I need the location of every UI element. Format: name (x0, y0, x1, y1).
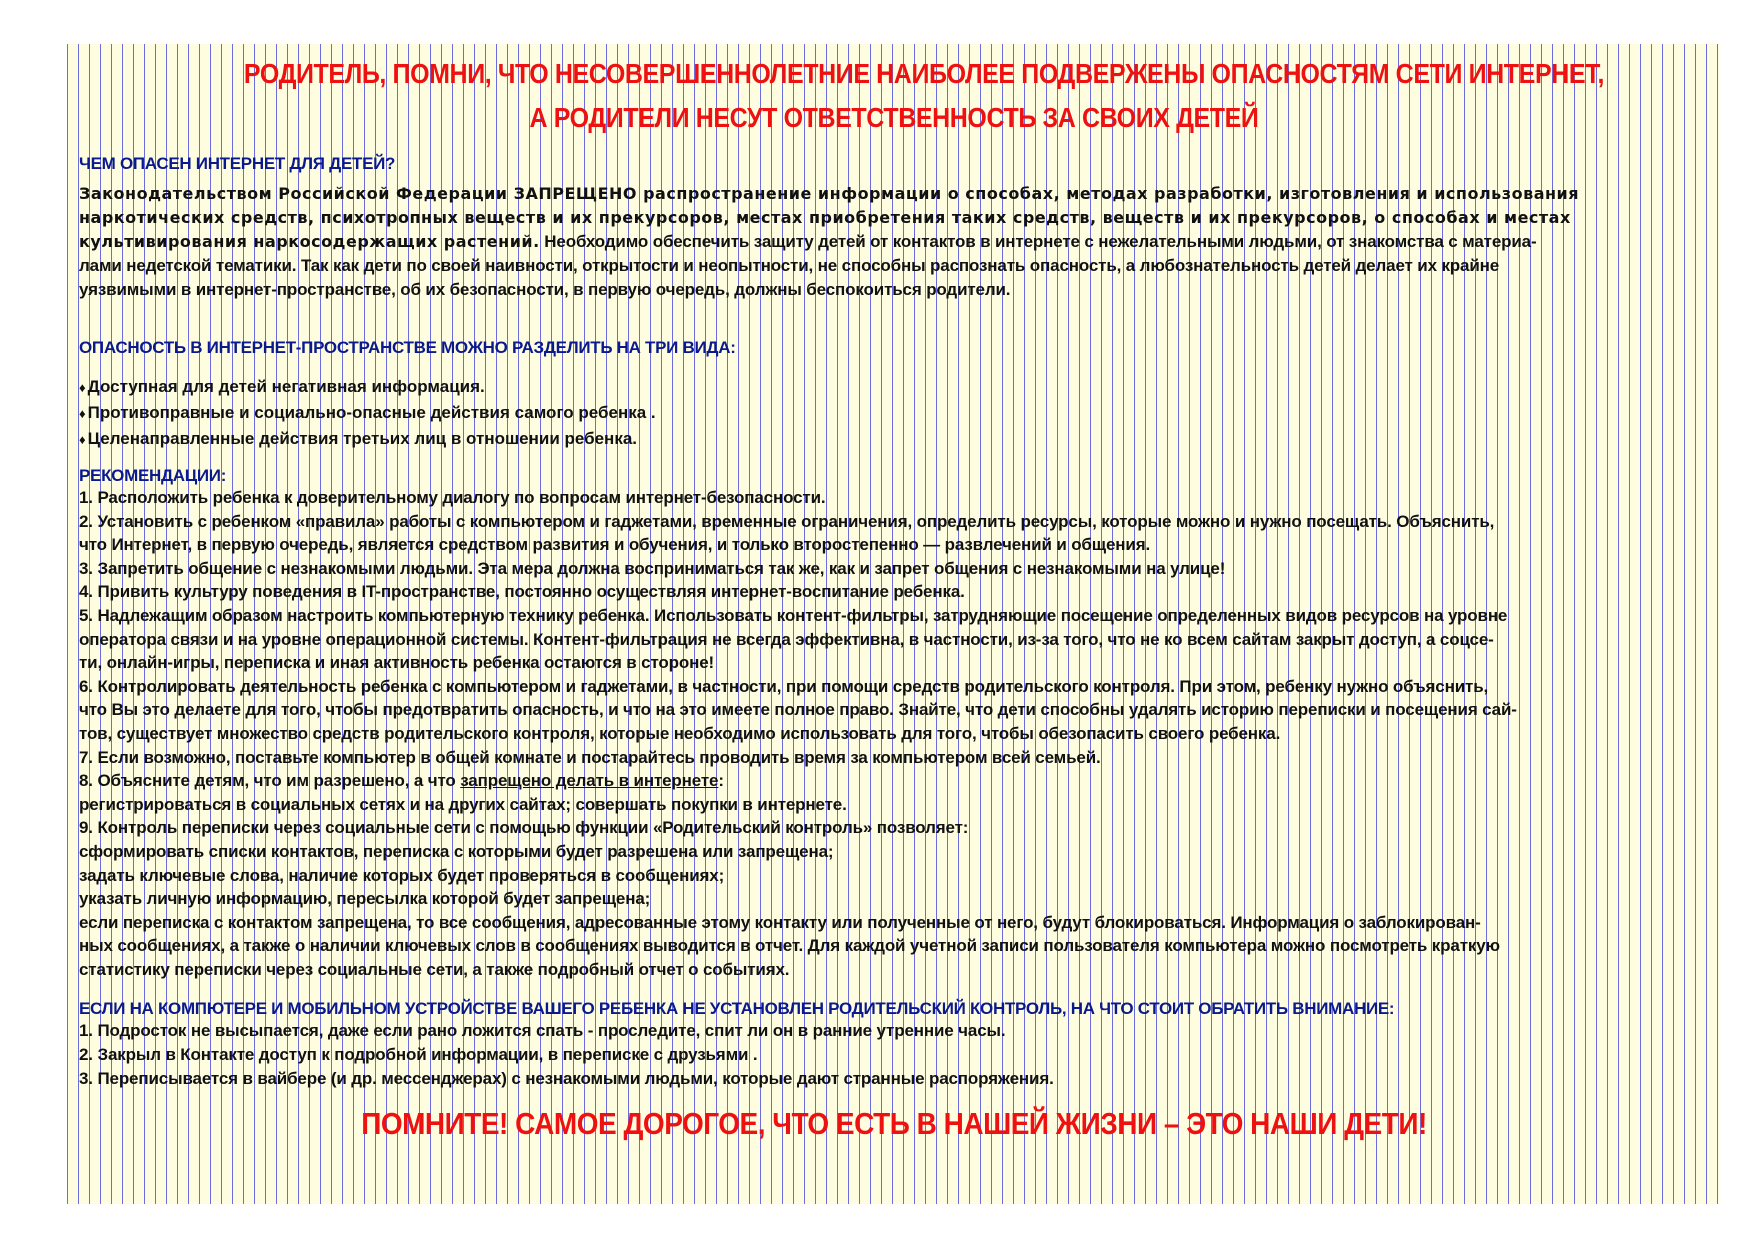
recommendation-9: 9. Контроль переписки через социальные сети с помощью функции «Родительский контроль» позволяет: (79, 818, 969, 838)
recommendation-2: 2. Установить с ребенком «правила» работы с компьютером и гаджетами, временные ограничения, определить ресурсы, которые можно и нужно посещать. Объяснить, что Интернет, в первую очередь, является средством развития и обучения, и только второстепенно — развлечений и общения. (79, 511, 1495, 555)
list-item (79, 426, 1709, 452)
list-item (79, 400, 1709, 426)
list-item-text: Целенаправленные действия третьих лиц в отношении ребенка. (87, 429, 638, 448)
recommendation-9-a: сформировать списки контактов, переписка с которыми будет разрешена или запрещена; (79, 841, 834, 861)
types-heading: ОПАСНОСТЬ В ИНТЕРНЕТ-ПРОСТРАНСТВЕ МОЖНО РАЗДЕЛИТЬ НА ТРИ ВИДА: (79, 338, 736, 357)
recommendation-8-prefix: 8. Объясните детям, что им разрешено, а что (79, 771, 461, 791)
attention-item-2: 2. Закрыл в Контакте доступ к подробной информации, в переписке с друзьями . (79, 1045, 758, 1065)
recommendation-7: 7. Если возможно, поставьте компьютер в общей комнате и постарайтесь проводить время за компьютером всей семьей. (79, 747, 1101, 767)
recommendation-9-d: если переписка с контактом запрещена, то все сообщения, адресованные этому контакту или полученные от него, будут блокироваться. Информация о заблокирован- ных сообщениях, а также о наличии ключевых слов в сообщениях выводится в отчет. Для каждой учетной записи пользователя компьютера можно посмотреть краткую статистику переписки через социальные сети, а также подробный отчет о событиях. (79, 912, 1500, 979)
recommendations-list (79, 486, 1709, 981)
danger-intro (79, 182, 1709, 302)
attention-item-3: 3. Переписывается в вайбере (и др. мессенджерах) с незнакомыми людьми, которые дают странные распоряжения. (79, 1068, 1054, 1088)
danger-heading: ЧЕМ ОПАСЕН ИНТЕРНЕТ ДЛЯ ДЕТЕЙ? (79, 154, 396, 173)
attention-heading: ЕСЛИ НА КОМПЮТЕРЕ И МОБИЛЬНОМ УСТРОЙСТВЕ ВАШЕГО РЕБЕНКА НЕ УСТАНОВЛЕН РОДИТЕЛЬСКИЙ КОНТРОЛЬ, НА ЧТО СТОИТ ОБРАТИТЬ ВНИМАНИЕ: (79, 999, 1395, 1019)
list-item-text: Доступная для детей негативная информация. (87, 377, 485, 396)
diamond-bullet-icon: ♦ (79, 432, 86, 447)
footer-slogan: ПОМНИТЕ! САМОЕ ДОРОГОЕ, ЧТО ЕСТЬ В НАШЕЙ ЖИЗНИ – ЭТО НАШИ ДЕТИ! (361, 1106, 1427, 1141)
attention-list (79, 1019, 1709, 1090)
diamond-bullet-icon: ♦ (79, 380, 86, 395)
recommendation-3: 3. Запретить общение с незнакомыми людьми. Эта мера должна восприниматься так же, как и запрет общения с незнакомыми на улице! (79, 558, 1226, 578)
recommendation-8-underlined: запрещено делать в интернете (460, 771, 719, 791)
recommendation-8 (79, 769, 1709, 793)
title-line-1: РОДИТЕЛЬ, ПОМНИ, ЧТО НЕСОВЕРШЕННОЛЕТНИЕ НАИБОЛЕЕ ПОДВЕРЖЕНЫ ОПАСНОСТЯМ СЕТИ ИНТЕРНЕТ, (243, 58, 1605, 90)
recommendation-9-c: указать личную информацию, пересылка которой будет запрещена; (79, 889, 651, 909)
recommendation-8-suffix: : (718, 771, 724, 791)
recommendation-8-detail: регистрироваться в социальных сетях и на других сайтах; совершать покупки в интернете. (79, 794, 847, 814)
recommendation-5: 5. Надлежащим образом настроить компьютерную технику ребенка. Использовать контент-фильтры, затрудняющие посещение определенных видов ресурсов на уровне оператора связи и на уровне операционной системы. Контент-фильтрация не всегда эффективна, в частности, из-за того, что не ко всем сайтам закрыт доступ, а соцсе- ти, онлайн-игры, переписка и иная активность ребенка остаются в стороне! (79, 605, 1508, 673)
recommendation-4: 4. Привить культуру поведения в IT-пространстве, постоянно осуществляя интернет-воспитание ребенка. (79, 582, 965, 602)
recommendation-6: 6. Контролировать деятельность ребенка с компьютером и гаджетами, в частности, при помощи средств родительского контроля. При этом, ребенку нужно объяснить, что Вы это делаете для того, чтобы предотвратить опасность, и что на это имеете полное право. Знайте, что дети способны удалять историю переписки и посещения сай- тов, существует множество средств родительского контроля, которые необходимо использовать для того, чтобы обезопасить своего ребенка. (79, 676, 1517, 743)
attention-item-1: 1. Подросток не высыпается, даже если рано ложится спать - проследите, спит ли он в ранние утренние часы. (79, 1021, 1006, 1041)
danger-intro-rest: Необходимо обеспечить защиту детей от контактов в интернете с нежелательными людьми, от знакомства с материа- лами недетской тематики. Так как дети по своей наивности, открытости и неопытности, не способны распознать опасность, а любознательность детей делает их крайне уязвимыми в интернет-пространстве, об их безопасности, в первую очередь, должны беспокоиться родители. (79, 232, 1537, 299)
recommendation-1: 1. Расположить ребенка к доверительному диалогу по вопросам интернет-безопасности. (79, 488, 826, 507)
types-list (79, 374, 1709, 452)
poster (67, 44, 1719, 1204)
recommendations-heading: РЕКОМЕНДАЦИИ: (79, 466, 227, 485)
title-line-2: А РОДИТЕЛИ НЕСУТ ОТВЕТСТВЕННОСТЬ ЗА СВОИХ ДЕТЕЙ (529, 102, 1259, 134)
recommendation-9-b: задать ключевые слова, наличие которых будет проверяться в сообщениях; (79, 865, 725, 885)
danger-intro-lead: Законодательством Российской Федерации ЗАПРЕЩЕНО распространение информации о способах, методах разработки, изготовления и использования наркотических средств, психотропных веществ и их прекурсоров, местах приобретения таких средств, веществ и их прекурсоров, о способах и местах культивирования наркосодержащих растений. (79, 184, 1580, 251)
diamond-bullet-icon: ♦ (79, 406, 86, 421)
list-item-text: Противоправные и социально-опасные действия самого ребенка . (87, 403, 656, 422)
list-item (79, 374, 1709, 400)
